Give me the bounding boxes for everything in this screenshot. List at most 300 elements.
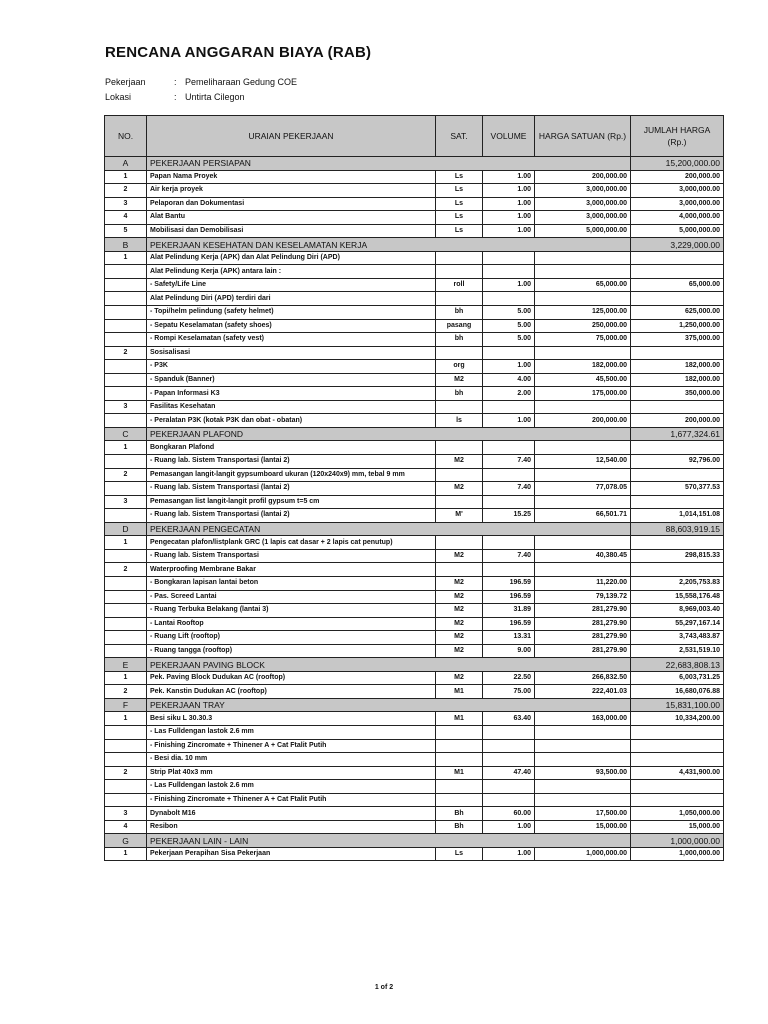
row-unit: M2 [436,576,483,590]
row-volume [483,292,535,306]
row-no: 3 [105,400,147,414]
row-unit [436,400,483,414]
row-description: Pemasangan langit-langit gypsumboard ukuran (120x240x9) mm, tebal 9 mm [147,468,436,482]
row-no [105,739,147,753]
row-amount [631,495,724,509]
row-unit: M1 [436,685,483,699]
row-description: Pengecatan plafon/listplank GRC (1 lapis cat dasar + 2 lapis cat penutup) [147,536,436,550]
row-amount: 375,000.00 [631,333,724,347]
row-volume: 1.00 [483,360,535,374]
row-description: - Ruang Lift (rooftop) [147,631,436,645]
row-no [105,549,147,563]
row-description: Resibon [147,820,436,834]
table-row [105,780,724,794]
row-unit: M2 [436,590,483,604]
row-volume: 5.00 [483,333,535,347]
row-amount: 15,000.00 [631,820,724,834]
row-amount: 55,297,167.14 [631,617,724,631]
row-description: - Peralatan P3K (kotak P3K dan obat - obatan) [147,414,436,428]
row-description: Mobilisasi dan Demobilisasi [147,224,436,238]
row-amount [631,793,724,807]
row-no: 2 [105,685,147,699]
row-unit: Bh [436,820,483,834]
row-no [105,333,147,347]
row-unit-price [535,495,631,509]
row-no [105,576,147,590]
row-unit [436,346,483,360]
row-no: 1 [105,712,147,726]
row-unit: M2 [436,644,483,658]
table-row [105,387,724,401]
table-row [105,441,724,455]
table-row [105,455,724,469]
row-no [105,590,147,604]
row-unit-price: 175,000.00 [535,387,631,401]
row-description: - Ruang lab. Sistem Transportasi (lantai 2) [147,482,436,496]
table-row [105,793,724,807]
page-number: 1 of 2 [374,984,394,991]
row-amount: 1,000,000.00 [631,847,724,861]
row-no [105,455,147,469]
table-row [105,590,724,604]
table-row [105,197,724,211]
row-amount: 200,000.00 [631,414,724,428]
row-unit-price: 77,078.05 [535,482,631,496]
row-amount [631,725,724,739]
row-amount: 200,000.00 [631,170,724,184]
table-body [105,157,724,861]
row-unit: Ls [436,211,483,225]
section-row [105,238,724,252]
section-total: 3,229,000.00 [631,238,724,252]
row-unit-price [535,468,631,482]
row-description: Strip Plat 40x3 mm [147,766,436,780]
row-unit [436,793,483,807]
rab-table [104,115,724,861]
row-no: 1 [105,251,147,265]
row-description: - Safety/Life Line [147,278,436,292]
row-unit: Ls [436,224,483,238]
row-volume: 47.40 [483,766,535,780]
table-row [105,604,724,618]
row-no [105,780,147,794]
row-volume: 4.00 [483,373,535,387]
row-description: - Topi/helm pelindung (safety helmet) [147,306,436,320]
row-unit-price [535,780,631,794]
table-row [105,224,724,238]
row-volume: 1.00 [483,197,535,211]
row-no [105,604,147,618]
row-amount [631,468,724,482]
row-no [105,725,147,739]
row-unit [436,292,483,306]
row-volume: 1.00 [483,847,535,861]
row-description: - P3K [147,360,436,374]
row-volume: 1.00 [483,414,535,428]
row-description: Bongkaran Plafond [147,441,436,455]
row-amount: 15,558,176.48 [631,590,724,604]
row-no [105,278,147,292]
row-unit: M2 [436,617,483,631]
section-title: PEKERJAAN PAVING BLOCK [147,658,631,672]
col-header-sat: SAT. [436,116,483,157]
section-total: 15,831,100.00 [631,698,724,712]
row-unit-price: 45,500.00 [535,373,631,387]
row-unit-price [535,292,631,306]
row-amount: 92,796.00 [631,455,724,469]
row-volume: 7.40 [483,455,535,469]
row-amount: 1,050,000.00 [631,807,724,821]
row-volume [483,400,535,414]
table-row [105,807,724,821]
row-amount: 625,000.00 [631,306,724,320]
section-row [105,658,724,672]
row-description: - Finishing Zincromate + Thinener A + Cat Ftalit Putih [147,739,436,753]
row-volume: 13.31 [483,631,535,645]
col-header-harga-satuan: HARGA SATUAN (Rp.) [535,116,631,157]
document-title: RENCANA ANGGARAN BIAYA (RAB) [105,44,372,61]
row-volume: 1.00 [483,170,535,184]
row-description: Air kerja proyek [147,184,436,198]
row-description: - Las Fulldengan lastok 2.6 mm [147,725,436,739]
row-no: 1 [105,441,147,455]
row-no: 2 [105,468,147,482]
row-unit: M2 [436,671,483,685]
row-no: 1 [105,536,147,550]
col-header-no: NO. [105,116,147,157]
row-amount: 3,000,000.00 [631,197,724,211]
row-unit: M2 [436,631,483,645]
row-no: 2 [105,563,147,577]
row-no [105,753,147,767]
row-description: - Besi dia. 10 mm [147,753,436,767]
row-unit: pasang [436,319,483,333]
row-unit [436,739,483,753]
row-volume: 5.00 [483,306,535,320]
row-description: Waterproofing Membrane Bakar [147,563,436,577]
table-row [105,509,724,523]
section-no: F [105,698,147,712]
row-no: 4 [105,211,147,225]
row-unit: bh [436,306,483,320]
table-row [105,712,724,726]
row-description: - Ruang lab. Sistem Transportasi [147,549,436,563]
table-row [105,468,724,482]
row-amount: 6,003,731.25 [631,671,724,685]
row-volume: 15.25 [483,509,535,523]
row-unit [436,441,483,455]
table-row [105,631,724,645]
col-header-volume: VOLUME [483,116,535,157]
row-description: Pekerjaan Perapihan Sisa Pekerjaan [147,847,436,861]
row-unit-price [535,441,631,455]
row-description: Sosisalisasi [147,346,436,360]
table-row [105,820,724,834]
row-description: Dynabolt M16 [147,807,436,821]
table-row [105,847,724,861]
row-volume [483,793,535,807]
row-unit: ls [436,414,483,428]
row-unit-price: 200,000.00 [535,170,631,184]
table-row [105,549,724,563]
row-unit: M1 [436,766,483,780]
table-row [105,278,724,292]
row-unit-price: 281,279.90 [535,604,631,618]
row-volume: 31.89 [483,604,535,618]
row-unit-price: 163,000.00 [535,712,631,726]
table-row [105,346,724,360]
row-no: 2 [105,346,147,360]
row-unit-price: 281,279.90 [535,644,631,658]
row-unit: M2 [436,482,483,496]
section-total: 22,683,808.13 [631,658,724,672]
row-unit [436,265,483,279]
row-unit: Ls [436,170,483,184]
row-volume [483,753,535,767]
row-amount [631,346,724,360]
row-unit-price: 266,832.50 [535,671,631,685]
row-description: - Spanduk (Banner) [147,373,436,387]
row-unit: M1 [436,712,483,726]
row-amount: 5,000,000.00 [631,224,724,238]
row-amount [631,739,724,753]
row-no [105,292,147,306]
row-amount [631,753,724,767]
row-no: 1 [105,671,147,685]
row-volume [483,739,535,753]
row-no [105,319,147,333]
row-unit: Bh [436,807,483,821]
table-row [105,373,724,387]
section-title: PEKERJAAN PENGECATAN [147,522,631,536]
table-header-row [105,116,724,157]
row-unit: roll [436,278,483,292]
section-row [105,698,724,712]
table-row [105,170,724,184]
row-unit [436,753,483,767]
row-no: 2 [105,184,147,198]
row-description: - Sepatu Keselamatan (safety shoes) [147,319,436,333]
row-unit-price: 3,000,000.00 [535,211,631,225]
meta-label: Pekerjaan [105,77,146,87]
row-unit-price: 40,380.45 [535,549,631,563]
row-unit-price: 125,000.00 [535,306,631,320]
row-amount: 8,969,003.40 [631,604,724,618]
row-volume: 5.00 [483,319,535,333]
table-row [105,576,724,590]
section-total: 88,603,919.15 [631,522,724,536]
row-volume: 1.00 [483,211,535,225]
row-unit-price: 281,279.90 [535,617,631,631]
row-unit-price [535,739,631,753]
row-volume: 196.59 [483,590,535,604]
section-no: A [105,157,147,171]
row-volume: 7.40 [483,482,535,496]
row-volume [483,346,535,360]
row-unit-price [535,265,631,279]
row-volume: 1.00 [483,224,535,238]
row-unit-price: 3,000,000.00 [535,184,631,198]
row-amount [631,400,724,414]
row-description: - Bongkaran lapisan lantai beton [147,576,436,590]
row-description: Fasilitas Kesehatan [147,400,436,414]
row-volume [483,265,535,279]
row-amount: 182,000.00 [631,373,724,387]
row-unit: Ls [436,184,483,198]
row-unit-price: 5,000,000.00 [535,224,631,238]
row-amount: 3,000,000.00 [631,184,724,198]
section-title: PEKERJAAN LAIN - LAIN [147,834,631,848]
row-volume [483,468,535,482]
row-amount: 3,743,483.87 [631,631,724,645]
row-description: - Lantai Rooftop [147,617,436,631]
row-amount: 350,000.00 [631,387,724,401]
row-description: - Papan Informasi K3 [147,387,436,401]
row-unit-price: 1,000,000.00 [535,847,631,861]
row-unit-price [535,400,631,414]
table-row [105,644,724,658]
section-total: 1,677,324.61 [631,427,724,441]
row-no: 4 [105,820,147,834]
col-header-uraian: URAIAN PEKERJAAN [147,116,436,157]
row-amount: 2,205,753.83 [631,576,724,590]
row-description: Alat Bantu [147,211,436,225]
row-volume [483,780,535,794]
section-no: D [105,522,147,536]
row-no [105,644,147,658]
row-description: Pek. Paving Block Dudukan AC (rooftop) [147,671,436,685]
row-amount: 4,000,000.00 [631,211,724,225]
table-row [105,292,724,306]
row-volume [483,536,535,550]
row-volume: 1.00 [483,278,535,292]
row-unit: Ls [436,197,483,211]
table-row [105,306,724,320]
row-description: Pemasangan list langit-langit profil gypsum t=5 cm [147,495,436,509]
table-row [105,211,724,225]
table-row [105,333,724,347]
row-volume [483,251,535,265]
row-volume: 9.00 [483,644,535,658]
row-unit-price [535,536,631,550]
row-description: - Ruang lab. Sistem Transportasi (lantai 2) [147,455,436,469]
section-no: E [105,658,147,672]
row-volume [483,495,535,509]
row-amount: 182,000.00 [631,360,724,374]
meta-label: Lokasi [105,92,132,102]
row-amount: 1,014,151.08 [631,509,724,523]
row-unit-price [535,753,631,767]
col-header-jumlah-harga: JUMLAH HARGA (Rp.) [631,116,724,157]
row-amount [631,441,724,455]
row-amount: 16,680,076.88 [631,685,724,699]
row-description: - Ruang Terbuka Belakang (lantai 3) [147,604,436,618]
row-unit [436,536,483,550]
row-description: - Ruang tangga (rooftop) [147,644,436,658]
row-unit-price: 200,000.00 [535,414,631,428]
row-description: Alat Pelindung Kerja (APK) antara lain : [147,265,436,279]
table-row [105,563,724,577]
table-row [105,251,724,265]
table-row [105,753,724,767]
section-title: PEKERJAAN PLAFOND [147,427,631,441]
section-no: B [105,238,147,252]
row-unit-price: 11,220.00 [535,576,631,590]
table-row [105,414,724,428]
row-volume: 75.00 [483,685,535,699]
row-no [105,482,147,496]
row-no [105,306,147,320]
row-description: Pelaporan dan Dokumentasi [147,197,436,211]
row-no: 5 [105,224,147,238]
section-title: PEKERJAAN KESEHATAN DAN KESELAMATAN KERJA [147,238,631,252]
row-no: 3 [105,197,147,211]
row-unit: bh [436,333,483,347]
section-row [105,522,724,536]
row-description: Papan Nama Proyek [147,170,436,184]
section-title: PEKERJAAN TRAY [147,698,631,712]
row-amount: 65,000.00 [631,278,724,292]
row-volume: 2.00 [483,387,535,401]
row-no [105,414,147,428]
row-unit [436,725,483,739]
row-unit-price [535,793,631,807]
table-row [105,766,724,780]
row-unit-price: 12,540.00 [535,455,631,469]
section-no: G [105,834,147,848]
row-amount [631,265,724,279]
row-unit-price [535,346,631,360]
row-description: Pek. Kanstin Dudukan AC (rooftop) [147,685,436,699]
row-unit: bh [436,387,483,401]
row-unit-price: 17,500.00 [535,807,631,821]
row-amount [631,536,724,550]
row-amount [631,780,724,794]
row-amount: 4,431,900.00 [631,766,724,780]
row-volume: 196.59 [483,576,535,590]
row-volume: 63.40 [483,712,535,726]
row-unit: M2 [436,373,483,387]
row-unit: Ls [436,847,483,861]
row-volume: 196.59 [483,617,535,631]
row-unit [436,495,483,509]
row-unit-price: 65,000.00 [535,278,631,292]
row-unit [436,563,483,577]
row-unit-price: 3,000,000.00 [535,197,631,211]
table-row [105,265,724,279]
section-row [105,427,724,441]
row-description: - Rompi Keselamatan (safety vest) [147,333,436,347]
row-unit-price [535,563,631,577]
meta-value: Pemeliharaan Gedung COE [185,77,298,87]
table-row [105,400,724,414]
row-no [105,387,147,401]
table-row [105,725,724,739]
table-row [105,319,724,333]
row-no [105,793,147,807]
row-unit-price: 281,279.90 [535,631,631,645]
row-amount: 1,250,000.00 [631,319,724,333]
row-amount [631,563,724,577]
row-amount: 2,531,519.10 [631,644,724,658]
row-volume: 1.00 [483,820,535,834]
row-no [105,360,147,374]
row-description: - Pas. Screed Lantai [147,590,436,604]
row-description: Besi siku L 30.30.3 [147,712,436,726]
row-amount [631,292,724,306]
section-no: C [105,427,147,441]
row-description: - Finishing Zincromate + Thinener A + Cat Ftalit Putih [147,793,436,807]
